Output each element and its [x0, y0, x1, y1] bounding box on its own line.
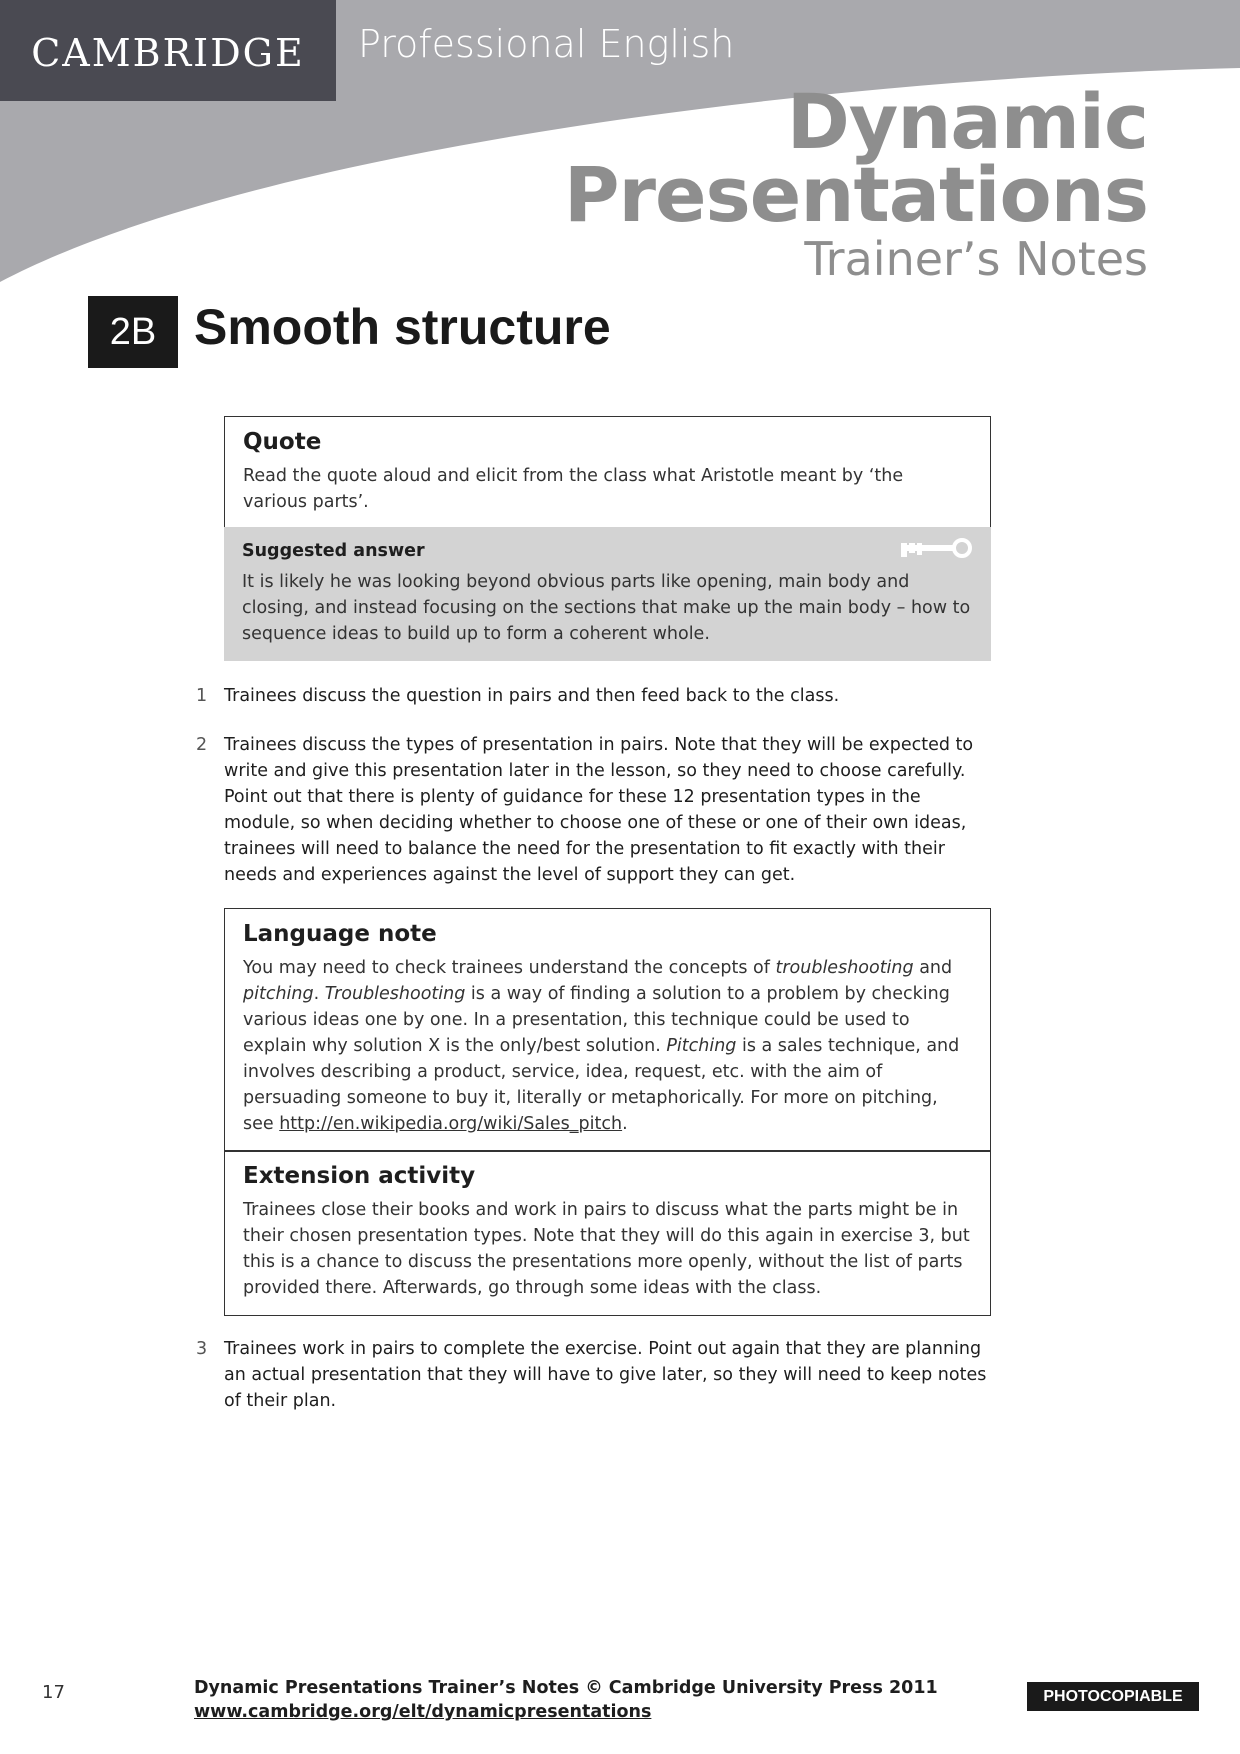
publisher-logo	[0, 0, 336, 101]
step-item	[196, 683, 996, 709]
extension-activity-box	[224, 1150, 991, 1316]
suggested-answer-box	[224, 527, 991, 661]
quote-text: Read the quote aloud and elicit from the class what Aristotle meant by ‘the various parts’.	[243, 466, 904, 512]
language-note-text: You may need to check trainees understand the concepts of troubleshooting and pitching. Troubleshooting is a way of finding a solution to a problem by checking various ideas one by one. In a presentation, this technique could be used to explain why solution X is the only/best solution. Pitching is a sales technique, and involves describing a product, service, idea, request, etc. with the aim of persuading someone to buy it, literally or metaphorically. For more on pitching, see http://en.wikipedia.org/wiki/Sales_pitch.	[243, 958, 960, 1134]
quote-box	[224, 416, 991, 530]
step-item	[196, 1336, 996, 1414]
quote-heading: Quote	[243, 429, 322, 455]
book-title-line2: Presentations	[563, 150, 1148, 239]
extension-heading: Extension activity	[243, 1163, 476, 1189]
series-name: Professional English	[358, 22, 735, 66]
book-title-line1: Dynamic	[786, 77, 1148, 166]
photocopiable-badge: PHOTOCOPIABLE	[1027, 1682, 1199, 1711]
wikipedia-link[interactable]: http://en.wikipedia.org/wiki/Sales_pitch	[279, 1114, 623, 1134]
footer-url-link[interactable]: www.cambridge.org/elt/dynamicpresentations	[194, 1702, 652, 1722]
step-text: Trainees discuss the types of presentation in pairs. Note that they will be expected to write and give this presentation later in the lesson, so they need to choose carefully. Point out that there is plenty of guidance for these 12 presentation types in the module, so when deciding whether to choose one of these or one of their own ideas, trainees will need to balance the need for the presentation to fit exactly with their needs and experiences against the level of support they can get.	[224, 735, 974, 885]
step-number: 2	[196, 735, 208, 755]
step-number: 1	[196, 686, 208, 706]
term-troubleshooting: troubleshooting	[775, 958, 914, 978]
step-number: 3	[196, 1339, 208, 1359]
page-number: 17	[42, 1682, 65, 1703]
book-subtitle: Trainer’s Notes	[804, 232, 1148, 286]
unit-number-badge: 2B	[88, 296, 178, 368]
language-note-box	[224, 908, 991, 1152]
step-text: Trainees discuss the question in pairs and then feed back to the class.	[224, 686, 840, 706]
language-note-heading: Language note	[243, 921, 437, 947]
key-icon	[899, 537, 973, 565]
answer-text: It is likely he was looking beyond obvious parts like opening, main body and closing, and instead focusing on the sections that make up the main body – how to sequence ideas to build up to form a coherent whole.	[242, 572, 971, 644]
extension-text: Trainees close their books and work in pairs to discuss what the parts might be in their chosen presentation types. Note that they will do this again in exercise 3, but this is a chance to discuss the presentations more openly, without the list of parts provided there. Afterwards, go through some ideas with the class.	[243, 1200, 970, 1298]
unit-title: Smooth structure	[194, 299, 611, 355]
step-item	[196, 732, 996, 888]
term-troubleshooting-def: Troubleshooting	[324, 984, 466, 1004]
footer-copyright: Dynamic Presentations Trainer’s Notes © Cambridge University Press 2011	[194, 1678, 938, 1698]
step-text: Trainees work in pairs to complete the exercise. Point out again that they are planning an actual presentation that they will have to give later, so they will need to keep notes of their plan.	[224, 1339, 987, 1411]
term-pitching-def: Pitching	[666, 1036, 737, 1056]
publisher-name: CAMBRIDGE	[31, 30, 305, 75]
term-pitching: pitching	[243, 984, 314, 1004]
answer-heading: Suggested answer	[242, 541, 425, 561]
